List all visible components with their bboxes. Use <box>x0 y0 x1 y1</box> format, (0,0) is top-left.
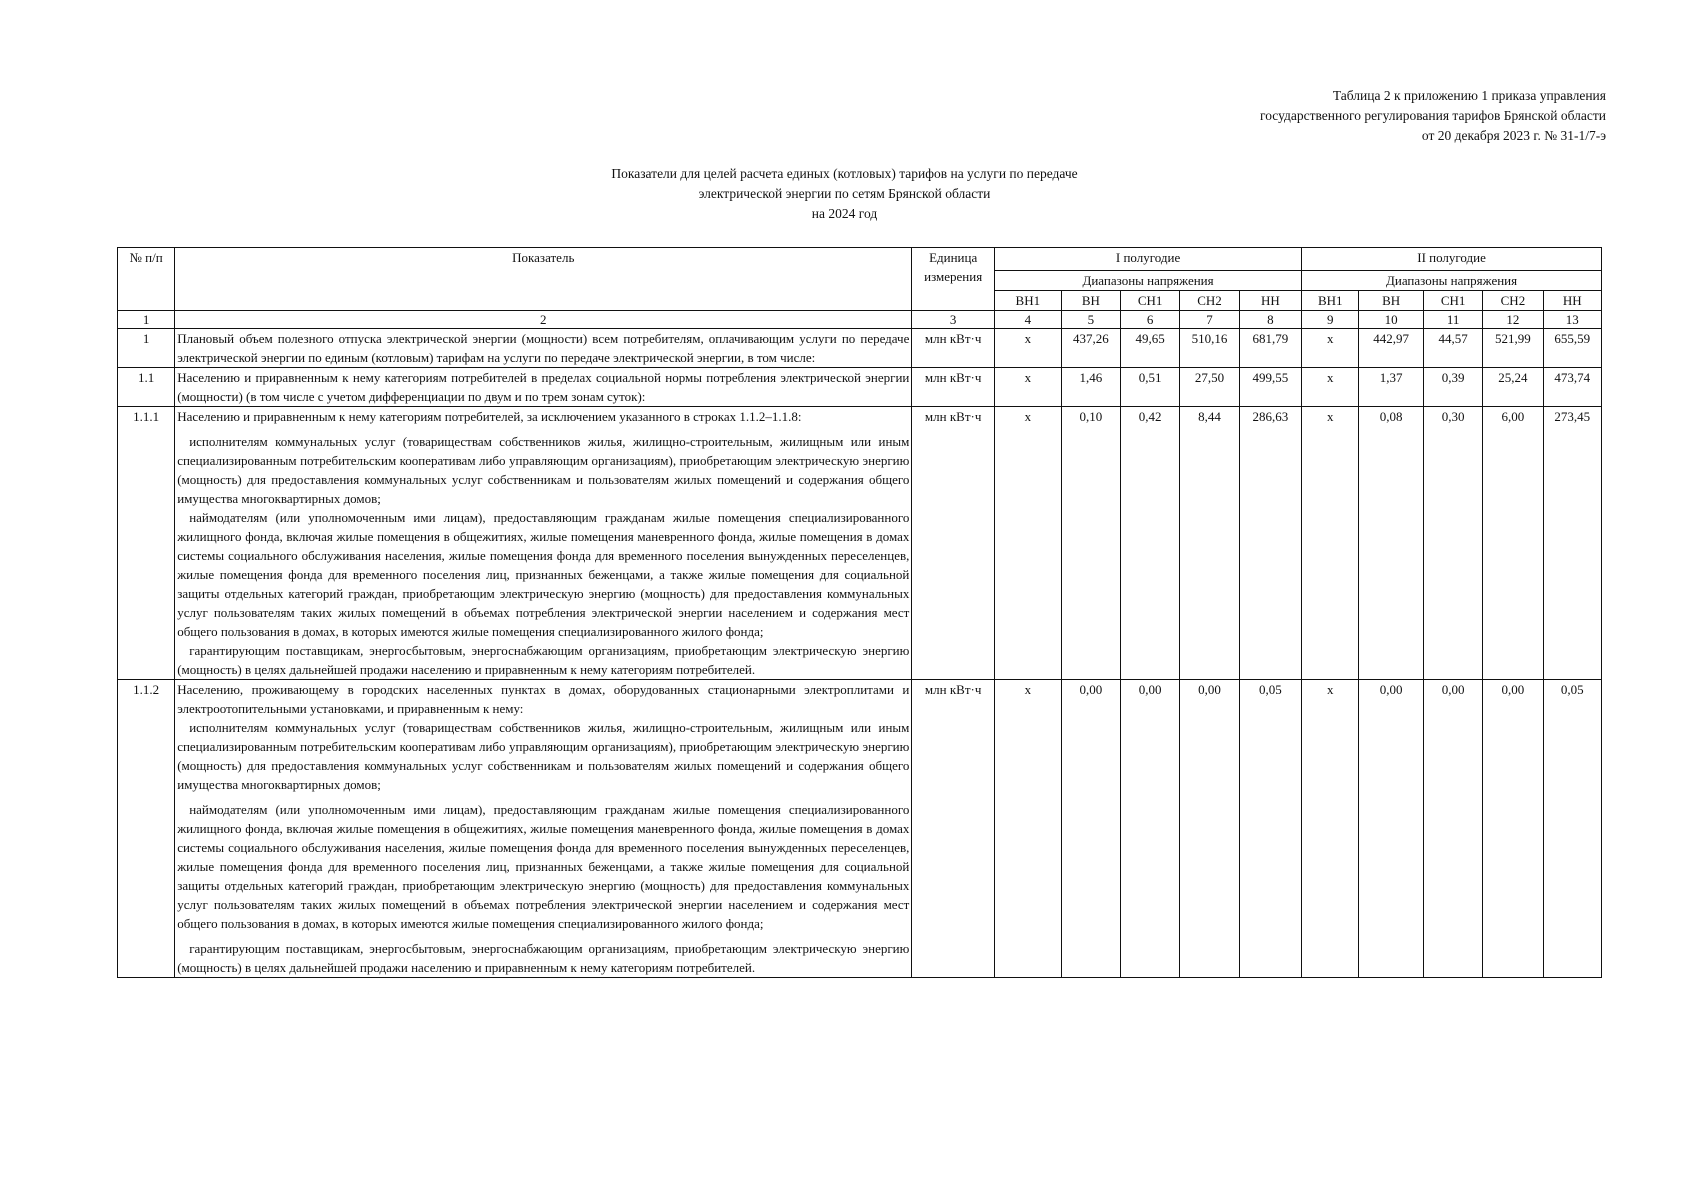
header-ranges-1: Диапазоны напряжения <box>994 271 1301 291</box>
row-number: 1.1 <box>118 368 175 407</box>
cell-h2-vn: 442,97 <box>1359 329 1424 368</box>
annex-line-1: Таблица 2 к приложению 1 приказа управления <box>1332 88 1606 103</box>
cell-h1-sn2: 8,44 <box>1180 407 1239 680</box>
cell-h2-vn1: х <box>1302 329 1359 368</box>
col-index: 9 <box>1302 311 1359 329</box>
cell-h2-sn1: 0,00 <box>1423 680 1482 978</box>
title-line-1: Показатели для целей расчета единых (котловых) тарифов на услуги по передаче <box>611 166 1078 181</box>
cell-h1-sn1: 0,51 <box>1121 368 1180 407</box>
header-h1-sn1: СН1 <box>1121 291 1180 311</box>
cell-h1-vn: 1,46 <box>1061 368 1120 407</box>
table-body <box>118 329 1602 978</box>
row-description <box>175 680 912 978</box>
cell-h1-vn: 437,26 <box>1061 329 1120 368</box>
row-description <box>175 368 912 407</box>
header-half-2: II полугодие <box>1302 248 1602 271</box>
cell-h2-nn: 655,59 <box>1543 329 1601 368</box>
row-number: 1 <box>118 329 175 368</box>
header-ranges-2: Диапазоны напряжения <box>1302 271 1602 291</box>
cell-h1-vn1: х <box>994 368 1061 407</box>
cell-h2-nn: 473,74 <box>1543 368 1601 407</box>
desc-paragraph: Населению и приравненным к нему категориям потребителей, за исключением указанного в строках 1.1.2–1.1.8: <box>177 409 802 424</box>
col-index: 4 <box>994 311 1061 329</box>
col-index: 5 <box>1061 311 1120 329</box>
cell-h1-nn: 286,63 <box>1239 407 1302 680</box>
cell-h1-nn: 499,55 <box>1239 368 1302 407</box>
cell-h1-vn1: х <box>994 680 1061 978</box>
col-index: 13 <box>1543 311 1601 329</box>
annex-line-3: от 20 декабря 2023 г. № 31-1/7-э <box>1421 128 1606 143</box>
cell-h1-vn1: х <box>994 407 1061 680</box>
title-line-2: электрической энергии по сетям Брянской области <box>698 186 991 201</box>
col-index: 11 <box>1423 311 1482 329</box>
desc-paragraph: гарантирующим поставщикам, энергосбытовым, энергоснабжающим организациям, приобретающим электрическую энергию (мощность) в целях дальнейшей продажи населению и приравненным к нему категориям потребителей. <box>177 941 910 975</box>
cell-h1-vn: 0,10 <box>1061 407 1120 680</box>
cell-h2-sn2: 521,99 <box>1483 329 1543 368</box>
annex-line-2: государственного регулирования тарифов Брянской области <box>1260 108 1606 123</box>
cell-h2-sn1: 44,57 <box>1423 329 1482 368</box>
col-index: 7 <box>1180 311 1239 329</box>
row-number: 1.1.2 <box>118 680 175 978</box>
table-row <box>118 329 1602 368</box>
header-h2-nn: НН <box>1543 291 1601 311</box>
column-index-row <box>118 311 1602 329</box>
table-row <box>118 680 1602 978</box>
row-unit: млн кВт·ч <box>912 680 995 978</box>
cell-h1-sn2: 27,50 <box>1180 368 1239 407</box>
header-num: № п/п <box>118 248 175 311</box>
desc-paragraph: исполнителям коммунальных услуг (товариществам собственников жилья, жилищно-строительным, жилищным или иным специализированным потребительским кооперативам либо управляющим организациям), приобретающим электрическую энергию (мощность) для предоставления коммунальных услуг собственникам и пользователям жилых помещений и содержания общего имущества многоквартирных домов; <box>177 434 910 506</box>
header-h2-vn: ВН <box>1359 291 1424 311</box>
desc-paragraph: наймодателям (или уполномоченным ими лицам), предоставляющим гражданам жилые помещения специализированного жилищного фонда, включая жилые помещения в общежитиях, жилые помещения маневренного фонда, жилые помещения в домах системы социального обслуживания населения, жилые помещения фонда для временного поселения вынужденных переселенцев, жилые помещения фонда для временного поселения лиц, признанных беженцами, а также жилые помещения для социальной защиты отдельных категорий граждан, приобретающим электрическую энергию (мощность) для предоставления коммунальных услуг пользователям таких жилых помещений в объемах потребления электрической энергии населением и содержания мест общего пользования в домах, в которых имеются жилые помещения специализированного жилого фонда; <box>177 510 910 639</box>
desc-paragraph: Плановый объем полезного отпуска электрической энергии (мощности) всем потребителям, оплачивающим услуги по передаче электрической энергии по единым (котловым) тарифам на услуги по передаче электрической энергии, в том числе: <box>177 331 910 365</box>
cell-h1-sn1: 0,00 <box>1121 680 1180 978</box>
header-h1-sn2: СН2 <box>1180 291 1239 311</box>
row-number: 1.1.1 <box>118 407 175 680</box>
cell-h1-vn1: х <box>994 329 1061 368</box>
cell-h2-sn1: 0,30 <box>1423 407 1482 680</box>
header-unit: Единица измерения <box>912 248 995 311</box>
row-unit: млн кВт·ч <box>912 407 995 680</box>
cell-h2-nn: 273,45 <box>1543 407 1601 680</box>
cell-h2-vn: 0,00 <box>1359 680 1424 978</box>
header-h1-vn1: ВН1 <box>994 291 1061 311</box>
header-h2-sn2: СН2 <box>1483 291 1543 311</box>
header-indicator: Показатель <box>175 248 912 311</box>
cell-h1-sn2: 510,16 <box>1180 329 1239 368</box>
document-title <box>0 164 1689 224</box>
title-line-3: на 2024 год <box>811 206 878 221</box>
table-row <box>118 368 1602 407</box>
header-h2-sn1: СН1 <box>1423 291 1482 311</box>
table-row <box>118 407 1602 680</box>
cell-h2-vn1: х <box>1302 680 1359 978</box>
header-half-1: I полугодие <box>994 248 1301 271</box>
cell-h1-sn1: 0,42 <box>1121 407 1180 680</box>
desc-paragraph: наймодателям (или уполномоченным ими лицам), предоставляющим гражданам жилые помещения специализированного жилищного фонда, включая жилые помещения в общежитиях, жилые помещения маневренного фонда, жилые помещения в домах системы социального обслуживания населения, жилые помещения фонда для временного поселения вынужденных переселенцев, жилые помещения фонда для временного поселения лиц, признанных беженцами, а также жилые помещения для социальной защиты отдельных категорий граждан, приобретающим электрическую энергию (мощность) для предоставления коммунальных услуг пользователям таких жилых помещений в объемах потребления электрической энергии населением и содержания мест общего пользования в домах, в которых имеются жилые помещения специализированного жилого фонда; <box>177 802 910 931</box>
cell-h2-sn2: 0,00 <box>1483 680 1543 978</box>
header-h1-nn: НН <box>1239 291 1302 311</box>
cell-h2-nn: 0,05 <box>1543 680 1601 978</box>
header-h1-vn: ВН <box>1061 291 1120 311</box>
cell-h2-vn1: х <box>1302 407 1359 680</box>
cell-h1-nn: 681,79 <box>1239 329 1302 368</box>
desc-paragraph: Населению и приравненным к нему категориям потребителей в пределах социальной нормы потребления электрической энергии (мощности) (в том числе с учетом дифференциации по двум и по трем зонам суток): <box>177 370 910 404</box>
cell-h2-vn1: х <box>1302 368 1359 407</box>
cell-h1-sn2: 0,00 <box>1180 680 1239 978</box>
cell-h2-sn1: 0,39 <box>1423 368 1482 407</box>
tariff-indicators-table <box>117 247 1602 978</box>
col-index: 2 <box>175 311 912 329</box>
row-unit: млн кВт·ч <box>912 329 995 368</box>
desc-paragraph: гарантирующим поставщикам, энергосбытовым, энергоснабжающим организациям, приобретающим электрическую энергию (мощность) в целях дальнейшей продажи населению и приравненным к нему категориям потребителей. <box>177 643 910 677</box>
cell-h1-sn1: 49,65 <box>1121 329 1180 368</box>
desc-paragraph: Населению, проживающему в городских населенных пунктах в домах, оборудованных стационарными электроплитами и электроотопительными установками, и приравненным к нему: <box>177 682 910 716</box>
col-index: 8 <box>1239 311 1302 329</box>
desc-paragraph: исполнителям коммунальных услуг (товариществам собственников жилья, жилищно-строительным, жилищным или иным специализированным потребительским кооперативам либо управляющим организациям), приобретающим электрическую энергию (мощность) для предоставления коммунальных услуг собственникам и пользователям жилых помещений и содержания общего имущества многоквартирных домов; <box>177 720 910 792</box>
cell-h2-vn: 0,08 <box>1359 407 1424 680</box>
col-index: 12 <box>1483 311 1543 329</box>
row-description <box>175 329 912 368</box>
row-description <box>175 407 912 680</box>
row-unit: млн кВт·ч <box>912 368 995 407</box>
cell-h2-sn2: 25,24 <box>1483 368 1543 407</box>
cell-h2-vn: 1,37 <box>1359 368 1424 407</box>
cell-h2-sn2: 6,00 <box>1483 407 1543 680</box>
col-index: 6 <box>1121 311 1180 329</box>
table-header <box>118 248 1602 329</box>
col-index: 3 <box>912 311 995 329</box>
cell-h1-vn: 0,00 <box>1061 680 1120 978</box>
annex-reference <box>1086 86 1606 146</box>
header-h2-vn1: ВН1 <box>1302 291 1359 311</box>
col-index: 1 <box>118 311 175 329</box>
cell-h1-nn: 0,05 <box>1239 680 1302 978</box>
col-index: 10 <box>1359 311 1424 329</box>
